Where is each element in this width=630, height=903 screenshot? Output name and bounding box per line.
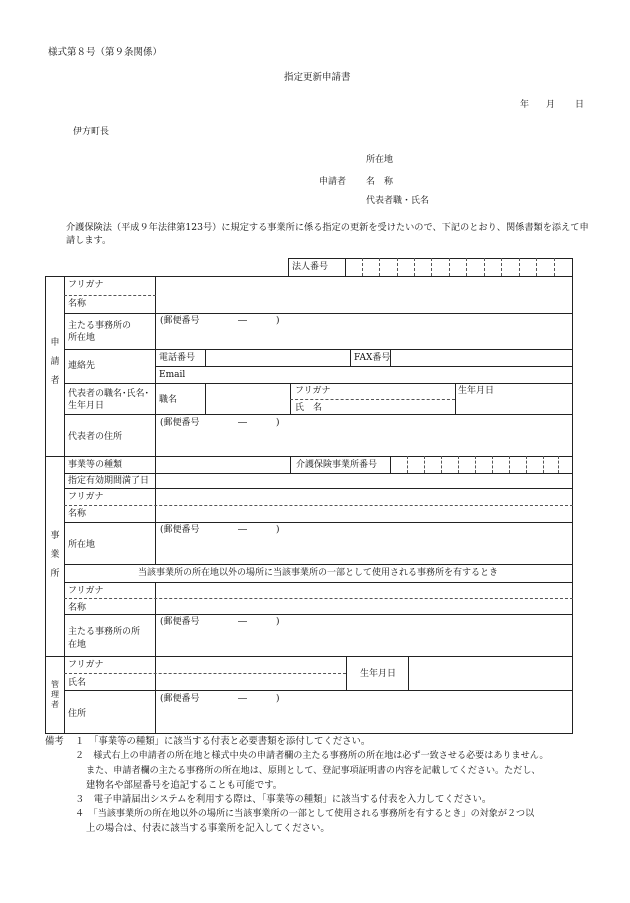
digit-divider	[441, 456, 442, 473]
manager-address-label: 住所	[68, 709, 87, 719]
rule	[155, 582, 156, 656]
rep-postal-close: )	[276, 418, 280, 428]
applicant-furigana-label: フリガナ	[68, 280, 104, 290]
note-2a: ２ 様式右上の申請者の所在地と様式中央の申請者欄の主たる事務所の所在地は必ず一致させる必要はありません。	[75, 751, 549, 761]
business-type-label: 事業等の種類	[68, 460, 123, 470]
contact-label: 連絡先	[68, 361, 96, 371]
care-office-number-label: 介護保険事業所番号	[296, 460, 378, 470]
office-furigana-label: フリガナ	[68, 492, 104, 502]
rule	[45, 276, 46, 734]
manager-postal-dash: ―	[238, 694, 247, 704]
intro-text-line1: 介護保険法（平成９年法律第123号）に規定する事業所に係る指定の更新を受けたいので、下記のとおり、関係書類を添えて申	[66, 222, 589, 233]
digit-divider	[475, 456, 476, 473]
rule	[288, 258, 289, 276]
rep-label-1: 代表者の職名･氏名･	[68, 389, 150, 399]
date-year-label: 年	[520, 100, 530, 110]
rule	[390, 456, 391, 473]
note-2b: また、申請者欄の主たる事務所の所在地は、原則として、登記事項証明書の内容を記載してください。ただし、	[86, 766, 541, 776]
note-1: １ 「事業等の種類」に該当する付表と必要書類を添付してください。	[75, 736, 371, 747]
dashed-rule	[64, 598, 573, 599]
rule	[290, 456, 291, 473]
office-postal-label: (郵便番号	[160, 525, 200, 535]
rule	[64, 383, 573, 384]
manager-postal-close: )	[276, 694, 280, 704]
dashed-rule	[64, 673, 346, 674]
dashed-rule	[64, 505, 573, 506]
applicant-address-label: 所在地	[366, 155, 394, 165]
rule	[408, 656, 409, 690]
rule	[64, 582, 573, 583]
office-postal-close: )	[276, 525, 280, 535]
email-label: Email	[159, 370, 186, 380]
digit-divider	[492, 456, 493, 473]
sub-office-location-label-1: 主たる事務所の所	[68, 627, 141, 637]
section-label-office-3: 所	[50, 569, 60, 579]
digit-divider	[543, 456, 544, 473]
postal-dash: ―	[238, 316, 247, 326]
section-label-office-1: 事	[50, 531, 60, 541]
sub-office-postal-close: )	[276, 617, 280, 627]
rule	[45, 733, 573, 734]
rep-furigana-label: フリガナ	[295, 386, 331, 396]
digit-divider	[424, 456, 425, 473]
manager-furigana-label: フリガナ	[68, 660, 104, 670]
office-postal-dash: ―	[238, 525, 247, 535]
rule	[64, 488, 573, 489]
manager-name-label: 氏名	[68, 678, 87, 688]
digit-divider	[407, 456, 408, 473]
section-label-manager-1: 管	[51, 680, 59, 689]
postal-label: (郵便番号	[160, 316, 200, 326]
rule	[205, 383, 206, 414]
main-office-label-2: 所在地	[68, 333, 96, 343]
addressee: 伊方町長	[73, 127, 110, 137]
note-3: ３ 電子申請届出システムを利用する際は、「事業等の種類」に該当する付表を入力してください。	[75, 794, 492, 805]
rule	[346, 656, 347, 690]
digit-divider	[526, 456, 527, 473]
page-title: 指定更新申請書	[284, 72, 351, 83]
date-month-label: 月	[546, 100, 556, 110]
phone-label: 電話番号	[159, 353, 196, 363]
applicant-label: 申請者	[319, 177, 347, 187]
postal-close: )	[276, 316, 280, 326]
rule	[45, 456, 573, 457]
section-label-applicant-2: 請	[50, 357, 60, 367]
office-location-label: 所在地	[68, 540, 96, 550]
rep-title-label: 職名	[159, 395, 178, 405]
section-label-applicant-1: 申	[50, 338, 60, 348]
main-office-label-1: 主たる事務所の	[68, 321, 132, 331]
form-number: 様式第８号（第９条関係）	[48, 47, 163, 58]
applicant-rep-label: 代表者職・氏名	[366, 196, 430, 206]
other-office-note: 当該事業所の所在地以外の場所に当該事業所の一部として使用される事務所を有するとき	[137, 568, 498, 578]
notes-label: 備考	[45, 736, 64, 747]
date-day-label: 日	[575, 100, 585, 110]
manager-postal-label: (郵便番号	[160, 694, 200, 704]
section-label-office-2: 業	[50, 550, 60, 560]
rule	[350, 349, 351, 366]
rule	[455, 383, 456, 414]
rule	[155, 656, 156, 734]
note-4a: ４ 「当該事業所の所在地以外の場所に当該事業所の一部として使用される事務所を有するとき」の対象が２つ以	[75, 809, 535, 819]
rule	[155, 366, 573, 367]
rep-postal-dash: ―	[238, 418, 247, 428]
rep-label-2: 生年月日	[68, 401, 105, 411]
rep-name-label: 氏 名	[295, 403, 323, 413]
fax-input[interactable]	[391, 350, 572, 366]
section-label-manager-3: 者	[51, 700, 59, 709]
intro-text-line2: 請します。	[66, 235, 112, 246]
fax-label: FAX番号	[354, 353, 391, 363]
rule	[64, 690, 573, 691]
rule	[64, 564, 573, 565]
note-4b: 上の場合は、付表に該当する事業所を記入してください。	[86, 823, 330, 834]
rule	[45, 656, 573, 657]
rep-address-label: 代表者の住所	[68, 432, 123, 442]
sub-office-name-label: 名称	[68, 603, 87, 613]
applicant-name-row-label: 名称	[68, 299, 87, 309]
rule	[64, 522, 573, 523]
rule	[64, 313, 573, 314]
office-name-label: 名称	[68, 509, 87, 519]
corp-number-input[interactable]	[346, 259, 573, 276]
section-label-manager-2: 理	[51, 690, 59, 699]
sub-office-furigana-label: フリガナ	[68, 586, 104, 596]
phone-input[interactable]	[206, 350, 350, 366]
rep-postal-label: (郵便番号	[160, 418, 200, 428]
expiry-label: 指定有効期間満了日	[68, 476, 150, 486]
manager-birth-label: 生年月日	[360, 669, 397, 679]
rule	[64, 473, 573, 474]
digit-divider	[458, 456, 459, 473]
note-2c: 建物名や部屋番号を追記することも可能です。	[86, 780, 283, 791]
rep-birth-label: 生年月日	[458, 386, 495, 396]
applicant-name-input[interactable]	[156, 277, 572, 313]
section-label-applicant-3: 者	[50, 376, 60, 386]
rule	[64, 614, 573, 615]
dashed-rule	[290, 399, 455, 400]
corp-number-label: 法人番号	[292, 262, 329, 272]
sub-office-postal-label: (郵便番号	[160, 617, 200, 627]
sub-office-postal-dash: ―	[238, 617, 247, 627]
digit-divider	[509, 456, 510, 473]
digit-divider	[558, 456, 559, 473]
applicant-name-label: 名 称	[366, 177, 394, 187]
dashed-rule	[64, 295, 156, 296]
sub-office-location-label-2: 在地	[68, 640, 87, 650]
